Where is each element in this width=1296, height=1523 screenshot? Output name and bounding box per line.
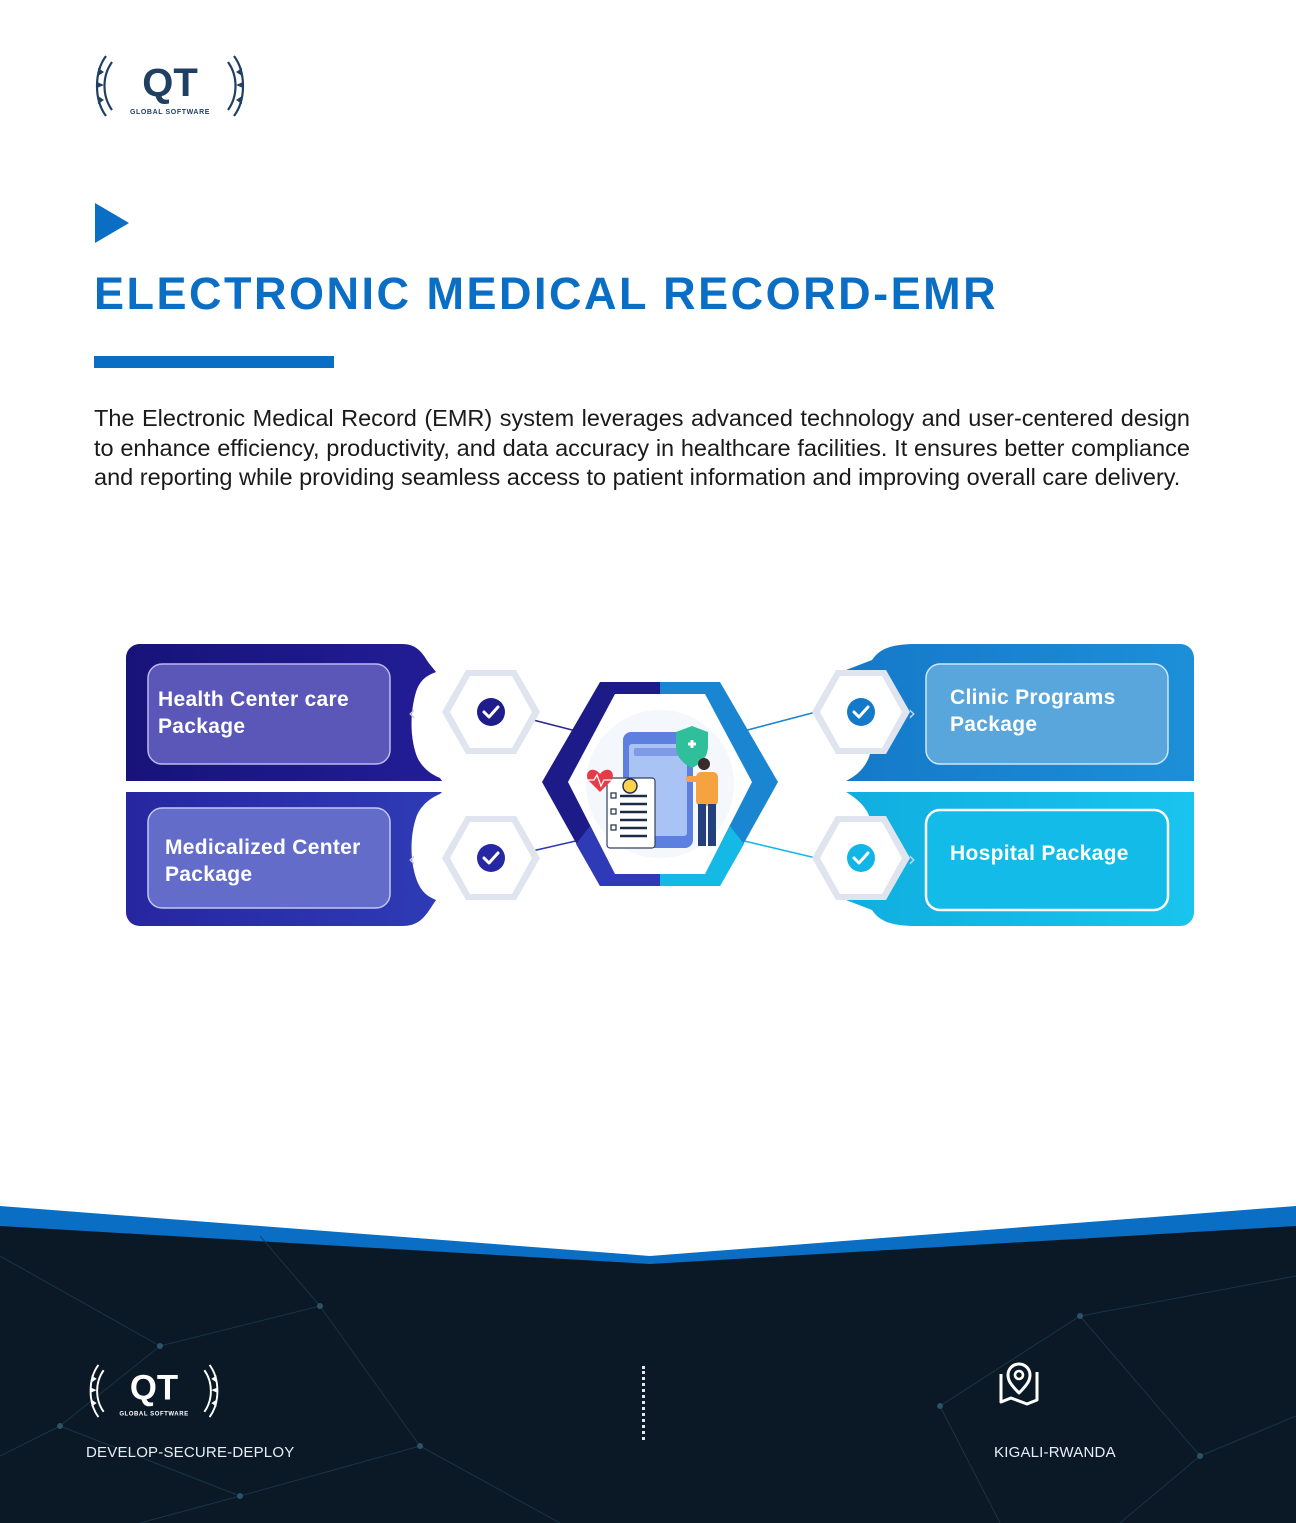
package-label-health-center: Health Center care Package [158, 688, 349, 738]
company-logo [92, 48, 248, 124]
package-label-medicalized-center: Medicalized Center Package [165, 836, 361, 886]
logo-subtitle: GLOBAL SOFTWARE [129, 109, 211, 116]
package-label-clinic-programs: Clinic Programs Package [950, 686, 1116, 736]
package-label-hospital: Hospital Package [950, 842, 1129, 865]
footer-logo-mark: QT [129, 1369, 179, 1408]
check-hex-health-center [408, 670, 540, 754]
footer-location: KIGALI-RWANDA [994, 1444, 1116, 1461]
check-hex-medicalized-center [408, 816, 540, 900]
svg-text:‹: ‹ [408, 701, 416, 725]
footer-tagline: DEVELOP-SECURE-DEPLOY [86, 1444, 295, 1461]
svg-text:›: › [908, 701, 916, 725]
title-underline [94, 356, 334, 368]
description-paragraph: The Electronic Medical Record (EMR) system leverages advanced technology and user-centered design to enhance efficiency, productivity, and data accuracy in healthcare facilities. It ensures better compliance and reporting while providing seamless access to patient information and improving overall care delivery. [94, 405, 1190, 490]
footer-logo-subtitle: GLOBAL SOFTWARE [119, 1411, 189, 1418]
svg-text:‹: ‹ [408, 847, 416, 871]
page-title: ELECTRONIC MEDICAL RECORD-EMR [94, 268, 999, 319]
footer-divider [642, 1366, 646, 1440]
footer-logo [86, 1358, 222, 1424]
emr-packages-infographic [120, 636, 1200, 936]
logo-mark: QT [142, 61, 198, 105]
map-pin-icon [996, 1360, 1042, 1406]
play-icon [95, 203, 129, 243]
svg-text:›: › [908, 847, 916, 871]
